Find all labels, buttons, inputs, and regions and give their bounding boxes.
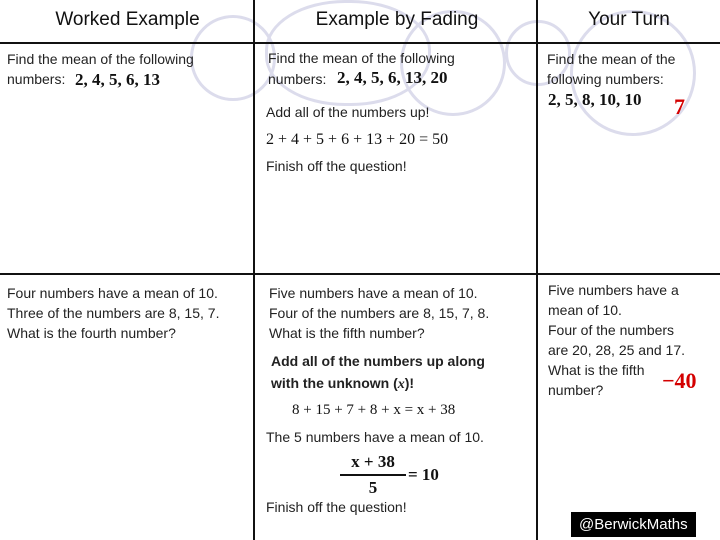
turn-question-line2: mean of 10. — [548, 302, 622, 318]
turn-question-line5: What is the fifth — [548, 362, 645, 378]
header-your-turn: Your Turn — [588, 9, 670, 30]
fading-prompt-line2: numbers: — [268, 71, 327, 87]
fraction-rhs: = 10 — [408, 465, 439, 484]
fading-sum: 2 + 4 + 5 + 6 + 13 + 20 = 50 — [266, 131, 449, 148]
worked-question-line2: Three of the numbers are 8, 15, 7. — [7, 305, 220, 321]
header-worked-example: Worked Example — [55, 9, 200, 30]
fading-sum-unknown: 8 + 15 + 7 + 8 + x = x + 38 — [292, 402, 456, 418]
fraction-denominator: 5 — [368, 478, 378, 497]
fading-question-line1: Five numbers have a mean of 10. — [269, 285, 478, 301]
worked-question-line3: What is the fourth number? — [7, 325, 176, 341]
fading-step-add: Add all of the numbers up! — [266, 104, 430, 120]
turn-question-line3: Four of the numbers — [548, 322, 675, 338]
turn-prompt-line1: Find the mean of the — [547, 51, 676, 67]
fading-prompt-line1: Find the mean of the following — [268, 50, 455, 66]
column-divider-1 — [253, 0, 255, 540]
worked-numbers: 2, 4, 5, 6, 13 — [75, 70, 160, 89]
fading-step-finish: Finish off the question! — [266, 158, 407, 174]
column-divider-2 — [536, 0, 538, 540]
header-divider — [0, 42, 720, 44]
header-example-by-fading: Example by Fading — [315, 9, 479, 30]
fraction-bar — [340, 474, 406, 476]
fading-step-mean: The 5 numbers have a mean of 10. — [266, 429, 484, 445]
fading-numbers: 2, 4, 5, 6, 13, 20 — [337, 68, 448, 87]
turn-answer-1: 7 — [674, 94, 685, 119]
fraction-numerator: x + 38 — [351, 452, 395, 471]
turn-question-line6: number? — [548, 382, 604, 398]
turn-numbers: 2, 5, 8, 10, 10 — [548, 90, 642, 109]
row-divider — [0, 273, 720, 275]
author-badge: @BerwickMaths — [571, 512, 696, 537]
turn-question-line1: Five numbers have a — [548, 282, 679, 298]
turn-answer-2: −40 — [662, 368, 697, 393]
worked-question-line1: Four numbers have a mean of 10. — [7, 285, 218, 301]
turn-question-line4: are 20, 28, 25 and 17. — [548, 342, 685, 358]
worked-prompt: Find the mean of the following numbers: — [7, 51, 194, 87]
fading-step-add-unknown-line1: Add all of the numbers up along — [271, 353, 485, 369]
fading-step-add-unknown-line2: with the unknown (x)! — [271, 375, 415, 392]
turn-prompt-line2: following numbers: — [547, 71, 664, 87]
unknown-variable: x — [397, 377, 405, 392]
fading-step-finish-2: Finish off the question! — [266, 499, 407, 515]
fading-question-line3: What is the fifth number? — [269, 325, 425, 341]
mean-fraction — [340, 452, 406, 498]
fading-question-line2: Four of the numbers are 8, 15, 7, 8. — [269, 305, 490, 321]
